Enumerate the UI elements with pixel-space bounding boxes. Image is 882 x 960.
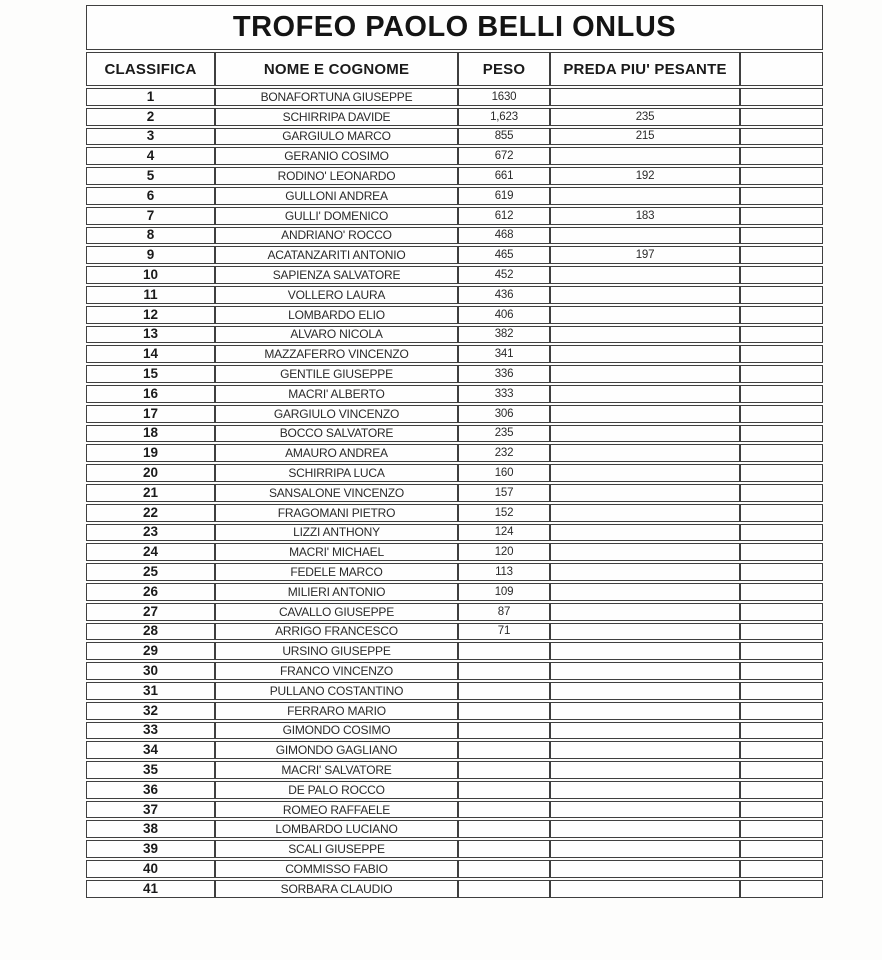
name-cell: BOCCO SALVATORE	[215, 425, 458, 443]
name-cell: ROMEO RAFFAELE	[215, 801, 458, 819]
peso-cell	[458, 722, 550, 740]
peso-cell: 452	[458, 266, 550, 284]
rank-cell: 18	[86, 425, 215, 443]
preda-cell	[550, 722, 740, 740]
table-row	[86, 246, 823, 264]
peso-cell: 160	[458, 464, 550, 482]
table-row	[86, 88, 823, 106]
name-cell: ARRIGO FRANCESCO	[215, 623, 458, 641]
table-row	[86, 227, 823, 245]
table-row	[86, 583, 823, 601]
table-row	[86, 365, 823, 383]
table-row	[86, 187, 823, 205]
preda-cell: 192	[550, 167, 740, 185]
rank-cell: 9	[86, 246, 215, 264]
table-row	[86, 207, 823, 225]
name-cell: BONAFORTUNA GIUSEPPE	[215, 88, 458, 106]
name-cell: URSINO GIUSEPPE	[215, 642, 458, 660]
name-cell: LOMBARDO ELIO	[215, 306, 458, 324]
extra-cell	[740, 702, 823, 720]
rank-cell: 6	[86, 187, 215, 205]
preda-cell	[550, 820, 740, 838]
extra-cell	[740, 662, 823, 680]
extra-cell	[740, 820, 823, 838]
peso-cell	[458, 880, 550, 898]
peso-cell	[458, 860, 550, 878]
extra-cell	[740, 286, 823, 304]
name-cell: GULLI' DOMENICO	[215, 207, 458, 225]
peso-cell: 306	[458, 405, 550, 423]
preda-cell	[550, 88, 740, 106]
peso-cell: 336	[458, 365, 550, 383]
rank-cell: 17	[86, 405, 215, 423]
preda-cell	[550, 444, 740, 462]
preda-cell	[550, 266, 740, 284]
table-row	[86, 860, 823, 878]
peso-cell: 333	[458, 385, 550, 403]
name-cell: DE PALO ROCCO	[215, 781, 458, 799]
extra-cell	[740, 266, 823, 284]
extra-cell	[740, 246, 823, 264]
extra-cell	[740, 464, 823, 482]
peso-cell: 672	[458, 147, 550, 165]
extra-cell	[740, 840, 823, 858]
preda-cell	[550, 227, 740, 245]
preda-cell: 215	[550, 128, 740, 146]
rank-cell: 30	[86, 662, 215, 680]
name-cell: SCHIRRIPA DAVIDE	[215, 108, 458, 126]
table-row	[86, 345, 823, 363]
header-nome-e-cognome: NOME E COGNOME	[215, 52, 458, 86]
peso-cell: 152	[458, 504, 550, 522]
preda-cell	[550, 147, 740, 165]
table-row	[86, 385, 823, 403]
extra-cell	[740, 385, 823, 403]
rank-cell: 14	[86, 345, 215, 363]
name-cell: FERRARO MARIO	[215, 702, 458, 720]
preda-cell: 197	[550, 246, 740, 264]
peso-cell: 406	[458, 306, 550, 324]
table-row	[86, 504, 823, 522]
rank-cell: 33	[86, 722, 215, 740]
extra-cell	[740, 563, 823, 581]
rank-cell: 29	[86, 642, 215, 660]
peso-cell	[458, 682, 550, 700]
name-cell: PULLANO COSTANTINO	[215, 682, 458, 700]
name-cell: ALVARO NICOLA	[215, 326, 458, 344]
name-cell: FEDELE MARCO	[215, 563, 458, 581]
results-table	[86, 3, 823, 900]
rank-cell: 38	[86, 820, 215, 838]
peso-cell: 619	[458, 187, 550, 205]
table-row	[86, 405, 823, 423]
name-cell: VOLLERO LAURA	[215, 286, 458, 304]
rank-cell: 36	[86, 781, 215, 799]
table-row	[86, 444, 823, 462]
peso-cell	[458, 840, 550, 858]
table-row	[86, 761, 823, 779]
extra-cell	[740, 682, 823, 700]
rank-cell: 40	[86, 860, 215, 878]
table-row	[86, 464, 823, 482]
peso-cell: 341	[458, 345, 550, 363]
rank-cell: 8	[86, 227, 215, 245]
preda-cell	[550, 345, 740, 363]
name-cell: FRAGOMANI PIETRO	[215, 504, 458, 522]
title-row	[86, 5, 823, 50]
table-row	[86, 147, 823, 165]
preda-cell	[550, 840, 740, 858]
extra-cell	[740, 207, 823, 225]
extra-cell	[740, 722, 823, 740]
preda-cell	[550, 425, 740, 443]
rank-cell: 24	[86, 543, 215, 561]
rank-cell: 5	[86, 167, 215, 185]
name-cell: MILIERI ANTONIO	[215, 583, 458, 601]
preda-cell	[550, 702, 740, 720]
preda-cell	[550, 464, 740, 482]
name-cell: GERANIO COSIMO	[215, 147, 458, 165]
name-cell: LIZZI ANTHONY	[215, 524, 458, 542]
peso-cell: 71	[458, 623, 550, 641]
page-title: TROFEO PAOLO BELLI ONLUS	[86, 5, 823, 50]
rank-cell: 20	[86, 464, 215, 482]
preda-cell	[550, 286, 740, 304]
extra-cell	[740, 741, 823, 759]
peso-cell: 120	[458, 543, 550, 561]
peso-cell: 436	[458, 286, 550, 304]
extra-cell	[740, 880, 823, 898]
extra-cell	[740, 425, 823, 443]
table-row	[86, 741, 823, 759]
peso-cell	[458, 761, 550, 779]
name-cell: SANSALONE VINCENZO	[215, 484, 458, 502]
table-row	[86, 682, 823, 700]
preda-cell	[550, 405, 740, 423]
extra-cell	[740, 167, 823, 185]
name-cell: GARGIULO MARCO	[215, 128, 458, 146]
peso-cell: 382	[458, 326, 550, 344]
rank-cell: 28	[86, 623, 215, 641]
peso-cell: 87	[458, 603, 550, 621]
extra-cell	[740, 147, 823, 165]
rank-cell: 12	[86, 306, 215, 324]
preda-cell: 183	[550, 207, 740, 225]
name-cell: AMAURO ANDREA	[215, 444, 458, 462]
rank-cell: 23	[86, 524, 215, 542]
preda-cell	[550, 662, 740, 680]
peso-cell	[458, 801, 550, 819]
rank-cell: 34	[86, 741, 215, 759]
extra-cell	[740, 860, 823, 878]
name-cell: CAVALLO GIUSEPPE	[215, 603, 458, 621]
table-row	[86, 623, 823, 641]
rank-cell: 2	[86, 108, 215, 126]
header-classifica: CLASSIFICA	[86, 52, 215, 86]
rank-cell: 11	[86, 286, 215, 304]
name-cell: MACRI' MICHAEL	[215, 543, 458, 561]
peso-cell: 1,623	[458, 108, 550, 126]
name-cell: GENTILE GIUSEPPE	[215, 365, 458, 383]
name-cell: LOMBARDO LUCIANO	[215, 820, 458, 838]
name-cell: SCHIRRIPA LUCA	[215, 464, 458, 482]
extra-cell	[740, 583, 823, 601]
peso-cell: 157	[458, 484, 550, 502]
preda-cell	[550, 484, 740, 502]
name-cell: SAPIENZA SALVATORE	[215, 266, 458, 284]
rank-cell: 22	[86, 504, 215, 522]
preda-cell	[550, 504, 740, 522]
extra-cell	[740, 187, 823, 205]
extra-cell	[740, 345, 823, 363]
header-preda-piu-pesante: PREDA PIU' PESANTE	[550, 52, 740, 86]
rank-cell: 7	[86, 207, 215, 225]
table-row	[86, 484, 823, 502]
name-cell: GARGIULO VINCENZO	[215, 405, 458, 423]
extra-cell	[740, 781, 823, 799]
extra-cell	[740, 801, 823, 819]
header-peso: PESO	[458, 52, 550, 86]
extra-cell	[740, 306, 823, 324]
table-body	[86, 88, 823, 898]
extra-cell	[740, 88, 823, 106]
preda-cell	[550, 563, 740, 581]
extra-cell	[740, 444, 823, 462]
name-cell: MACRI' ALBERTO	[215, 385, 458, 403]
extra-cell	[740, 623, 823, 641]
extra-cell	[740, 543, 823, 561]
table-row	[86, 662, 823, 680]
peso-cell: 235	[458, 425, 550, 443]
preda-cell	[550, 524, 740, 542]
name-cell: GIMONDO COSIMO	[215, 722, 458, 740]
peso-cell	[458, 642, 550, 660]
table-row	[86, 326, 823, 344]
table-row	[86, 820, 823, 838]
rank-cell: 26	[86, 583, 215, 601]
rank-cell: 13	[86, 326, 215, 344]
preda-cell	[550, 326, 740, 344]
peso-cell: 232	[458, 444, 550, 462]
peso-cell	[458, 702, 550, 720]
rank-cell: 35	[86, 761, 215, 779]
rank-cell: 32	[86, 702, 215, 720]
rank-cell: 19	[86, 444, 215, 462]
header-empty	[740, 52, 823, 86]
peso-cell: 124	[458, 524, 550, 542]
rank-cell: 37	[86, 801, 215, 819]
table-row	[86, 840, 823, 858]
peso-cell: 661	[458, 167, 550, 185]
table-row	[86, 167, 823, 185]
extra-cell	[740, 524, 823, 542]
name-cell: RODINO' LEONARDO	[215, 167, 458, 185]
name-cell: SORBARA CLAUDIO	[215, 880, 458, 898]
name-cell: FRANCO VINCENZO	[215, 662, 458, 680]
peso-cell: 1630	[458, 88, 550, 106]
table-row	[86, 702, 823, 720]
preda-cell	[550, 682, 740, 700]
extra-cell	[740, 761, 823, 779]
peso-cell: 109	[458, 583, 550, 601]
table-row	[86, 642, 823, 660]
peso-cell: 113	[458, 563, 550, 581]
table-row	[86, 722, 823, 740]
preda-cell	[550, 880, 740, 898]
preda-cell	[550, 801, 740, 819]
rank-cell: 16	[86, 385, 215, 403]
table-row	[86, 603, 823, 621]
rank-cell: 3	[86, 128, 215, 146]
preda-cell	[550, 741, 740, 759]
preda-cell	[550, 603, 740, 621]
rank-cell: 15	[86, 365, 215, 383]
extra-cell	[740, 227, 823, 245]
table-row	[86, 266, 823, 284]
name-cell: GIMONDO GAGLIANO	[215, 741, 458, 759]
extra-cell	[740, 603, 823, 621]
rank-cell: 39	[86, 840, 215, 858]
name-cell: ANDRIANO' ROCCO	[215, 227, 458, 245]
peso-cell: 612	[458, 207, 550, 225]
peso-cell	[458, 781, 550, 799]
name-cell: GULLONI ANDREA	[215, 187, 458, 205]
peso-cell	[458, 741, 550, 759]
table-row	[86, 108, 823, 126]
table-row	[86, 286, 823, 304]
extra-cell	[740, 108, 823, 126]
peso-cell: 465	[458, 246, 550, 264]
preda-cell	[550, 642, 740, 660]
extra-cell	[740, 504, 823, 522]
rank-cell: 10	[86, 266, 215, 284]
extra-cell	[740, 484, 823, 502]
extra-cell	[740, 365, 823, 383]
rank-cell: 27	[86, 603, 215, 621]
table-row	[86, 543, 823, 561]
table-row	[86, 563, 823, 581]
rank-cell: 4	[86, 147, 215, 165]
name-cell: ACATANZARITI ANTONIO	[215, 246, 458, 264]
table-row	[86, 128, 823, 146]
extra-cell	[740, 642, 823, 660]
table-row	[86, 306, 823, 324]
table-row	[86, 425, 823, 443]
rank-cell: 1	[86, 88, 215, 106]
preda-cell	[550, 385, 740, 403]
peso-cell	[458, 820, 550, 838]
name-cell: COMMISSO FABIO	[215, 860, 458, 878]
preda-cell	[550, 761, 740, 779]
table-row	[86, 524, 823, 542]
preda-cell	[550, 781, 740, 799]
table-row	[86, 880, 823, 898]
peso-cell	[458, 662, 550, 680]
name-cell: MACRI' SALVATORE	[215, 761, 458, 779]
preda-cell	[550, 623, 740, 641]
rank-cell: 31	[86, 682, 215, 700]
rank-cell: 21	[86, 484, 215, 502]
preda-cell	[550, 543, 740, 561]
preda-cell	[550, 860, 740, 878]
preda-cell	[550, 583, 740, 601]
preda-cell	[550, 306, 740, 324]
rank-cell: 25	[86, 563, 215, 581]
extra-cell	[740, 405, 823, 423]
preda-cell: 235	[550, 108, 740, 126]
name-cell: MAZZAFERRO VINCENZO	[215, 345, 458, 363]
extra-cell	[740, 326, 823, 344]
table-row	[86, 801, 823, 819]
preda-cell	[550, 365, 740, 383]
peso-cell: 855	[458, 128, 550, 146]
name-cell: SCALI GIUSEPPE	[215, 840, 458, 858]
table-row	[86, 781, 823, 799]
table-header-row	[86, 52, 823, 86]
peso-cell: 468	[458, 227, 550, 245]
preda-cell	[550, 187, 740, 205]
extra-cell	[740, 128, 823, 146]
rank-cell: 41	[86, 880, 215, 898]
